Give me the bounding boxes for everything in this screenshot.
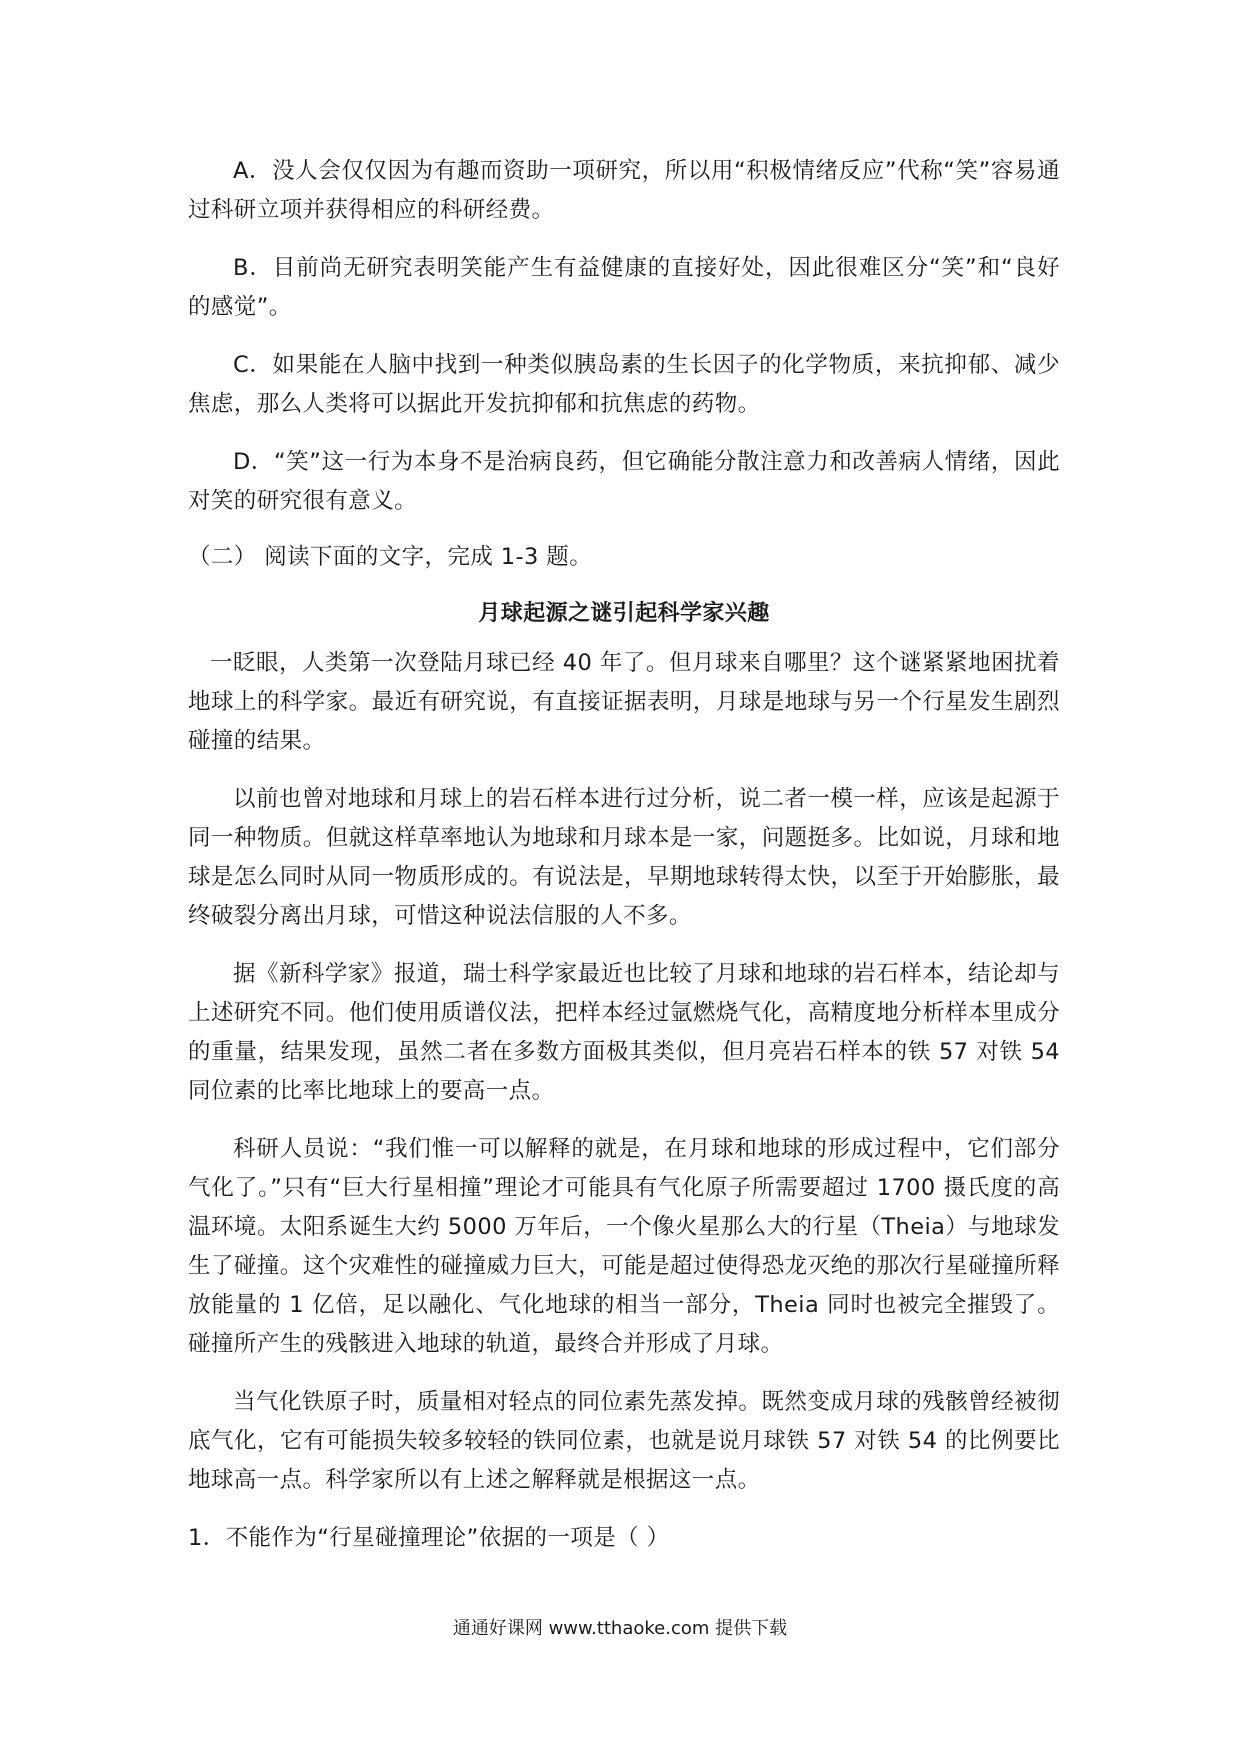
question-1: 1．不能作为“行星碰撞理论”依据的一项是（ ） [188,1525,670,1551]
article-paragraph-2: 以前也曾对地球和月球上的岩石样本进行过分析，说二者一模一样，应该是起源于同一种物质。但就这样草率地认为地球和月球本是一家，问题挺多。比如说，月球和地球是怎么同时从同一物质形成的。有说法是，早期地球转得太快，以至于开始膨胀，最终破裂分离出月球，可惜这种说法信服的人不多。 [188,786,1060,929]
article-paragraph-4: 科研人员说：“我们惟一可以解释的就是，在月球和地球的形成过程中，它们部分气化了。”只有“巨大行星相撞”理论才可能具有气化原子所需要超过 1700 摄氏度的高温环境。太阳系诞生大约 5000 万年后，一个像火星那么大的行星（Theia）与地球发生了碰撞。这个灾难性的碰撞威力巨大，可能是超过使得恐龙灭绝的那次行星碰撞所释放能量的 1 亿倍，足以融化、气化地球的相当一部分，Theia 同时也被完全摧毁了。碰撞所产生的残骸进入地球的轨道，最终合并形成了月球。 [188,1136,1060,1357]
article-paragraph-1: 一眨眼，人类第一次登陆月球已经 40 年了。但月球来自哪里？这个谜紧紧地困扰着地球上的科学家。最近有研究说，有直接证据表明，月球是地球与另一个行星发生剧烈碰撞的结果。 [188,650,1060,754]
page-footer: 通通好课网 www.tthaoke.com 提供下载 [452,1618,788,1639]
section-heading: （二） 阅读下面的文字，完成 1-3 题。 [188,544,593,570]
article-title: 月球起源之谜引起科学家兴趣 [478,601,770,626]
page-content [188,152,1060,1558]
article-paragraph-3: 据《新科学家》报道，瑞士科学家最近也比较了月球和地球的岩石样本，结论却与上述研究不同。他们使用质谱仪法，把样本经过氩燃烧气化，高精度地分析样本里成分的重量，结果发现，虽然二者在多数方面极其类似，但月亮岩石样本的铁 57 对铁 54 同位素的比率比地球上的要高一点。 [188,961,1060,1104]
option-d: D．“笑”这一行为本身不是治病良药，但它确能分散注意力和改善病人情绪，因此对笑的研究很有意义。 [188,449,1060,514]
option-c: C．如果能在人脑中找到一种类似胰岛素的生长因子的化学物质，来抗抑郁、减少焦虑，那么人类将可以据此开发抗抑郁和抗焦虑的药物。 [188,352,1060,417]
option-b: B．目前尚无研究表明笑能产生有益健康的直接好处，因此很难区分“笑”和“良好的感觉”。 [188,255,1060,320]
option-a: A．没人会仅仅因为有趣而资助一项研究，所以用“积极情绪反应”代称“笑”容易通过科研立项并获得相应的科研经费。 [188,158,1060,223]
article-paragraph-5: 当气化铁原子时，质量相对轻点的同位素先蒸发掉。既然变成月球的残骸曾经被彻底气化，它有可能损失较多较轻的铁同位素，也就是说月球铁 57 对铁 54 的比例要比地球高一点。科学家所以有上述之解释就是根据这一点。 [188,1389,1060,1493]
